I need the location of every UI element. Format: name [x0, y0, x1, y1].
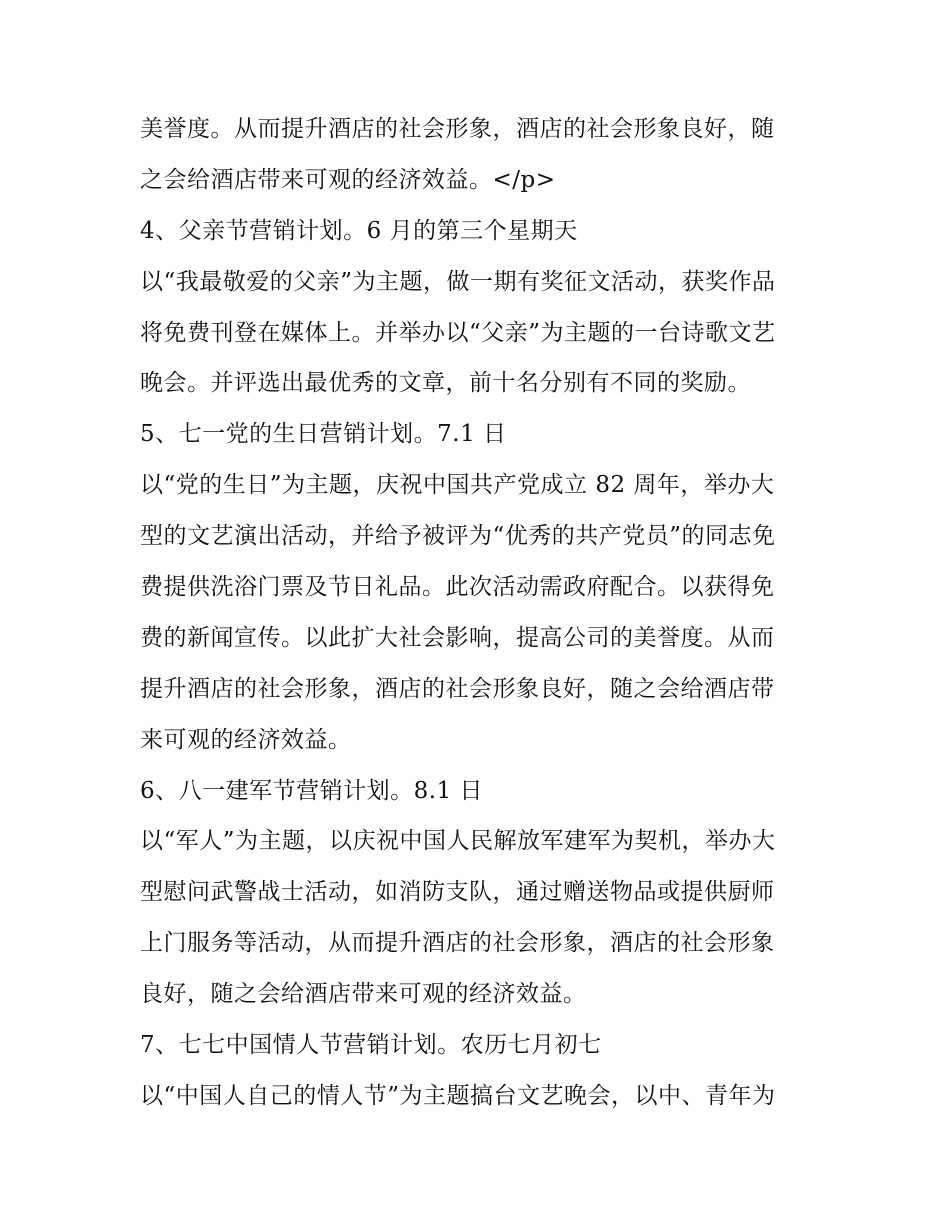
text-line: 之会给酒店带来可观的经济效益。</p> — [140, 166, 556, 193]
text-line: 费提供洗浴门票及节日礼品。此次活动需政府配合。以获得免 — [140, 574, 775, 601]
text-line: 以“中国人自己的情人节”为主题搞台文艺晚会，以中、青年为 — [140, 1082, 776, 1109]
text-line: 上门服务等活动，从而提升酒店的社会形象，酒店的社会形象 — [140, 930, 775, 957]
text-line: 型慰问武警战士活动，如消防支队，通过赠送物品或提供厨师 — [140, 879, 775, 906]
section-heading: 4、父亲节营销计划。6 月的第三个星期天 — [140, 217, 578, 244]
text-line: 晚会。并评选出最优秀的文章，前十名分别有不同的奖励。 — [140, 370, 751, 397]
document-body — [140, 104, 820, 1122]
text-line: 费的新闻宣传。以此扩大社会影响，提高公司的美誉度。从而 — [140, 624, 775, 651]
text-line: 美誉度。从而提升酒店的社会形象，酒店的社会形象良好，随 — [140, 116, 775, 142]
text-line: 提升酒店的社会形象，酒店的社会形象良好，随之会给酒店带 — [140, 675, 775, 702]
section-heading: 6、八一建军节营销计划。8.1 日 — [140, 777, 484, 804]
text-line: 以“军人”为主题，以庆祝中国人民解放军建军为契机，举办大 — [140, 828, 776, 855]
text-line: 以“党的生日”为主题，庆祝中国共产党成立 82 周年，举办大 — [140, 472, 775, 499]
section-heading: 7、七七中国情人节营销计划。农历七月初七 — [140, 1032, 602, 1059]
text-line: 将免费刊登在媒体上。并举办以“父亲”为主题的一台诗歌文艺 — [140, 319, 776, 346]
text-line: 良好，随之会给酒店带来可观的经济效益。 — [140, 981, 587, 1008]
text-line: 以“我最敬爱的父亲”为主题，做一期有奖征文活动，获奖作品 — [140, 268, 776, 295]
section-heading: 5、七一党的生日营销计划。7.1 日 — [140, 421, 507, 448]
text-line: 来可观的经济效益。 — [140, 726, 352, 753]
text-line: 型的文艺演出活动，并给予被评为“优秀的共产党员”的同志免 — [140, 523, 776, 550]
